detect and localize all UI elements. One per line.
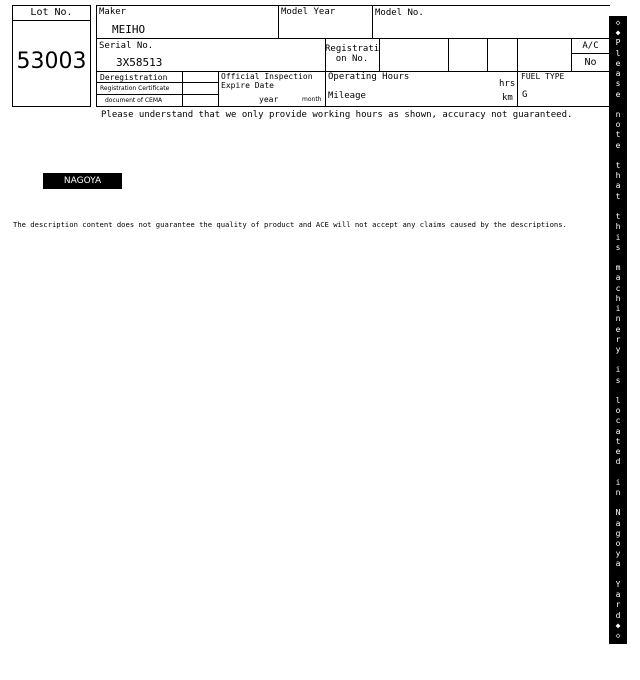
side-banner	[609, 16, 627, 644]
side-banner-glyph: a	[615, 69, 621, 79]
side-banner-glyph: s	[615, 242, 621, 252]
serial-label: Serial No.	[99, 41, 154, 51]
model-year-label: Model Year	[281, 7, 336, 17]
yard-badge	[43, 173, 122, 189]
lot-number: 53003	[16, 49, 87, 74]
side-banner-glyph: a	[615, 181, 621, 191]
accuracy-notice: Please understand that we only provide working hours as shown, accuracy not guaranteed.	[101, 110, 573, 120]
ac-value: No	[584, 57, 597, 68]
maker-value: MEIHO	[112, 23, 146, 36]
side-banner-glyph: y	[615, 344, 621, 354]
side-banner-glyph: n	[615, 487, 621, 497]
side-banner-glyph: s	[615, 375, 621, 385]
side-banner-glyph: i	[615, 365, 621, 375]
inspection-label-line1: Official Inspection	[221, 72, 313, 81]
diamond-icon: ◆	[615, 620, 621, 630]
maker-label: Maker	[99, 7, 127, 17]
model-no-label: Model No.	[375, 8, 424, 18]
side-banner-glyph: d	[615, 610, 621, 620]
side-banner-glyph: h	[615, 171, 621, 181]
side-banner-glyph: r	[615, 334, 621, 344]
diamond-icon: ◇	[615, 18, 621, 27]
ac-label: A/C	[582, 41, 599, 51]
side-banner-glyph: l	[615, 48, 621, 58]
diamond-icon: ◇	[615, 631, 621, 640]
lot-label: Lot No.	[30, 7, 73, 18]
cema-document-label: document of CEMA	[105, 97, 163, 104]
side-banner-glyph: a	[615, 273, 621, 283]
mileage-label: Mileage	[328, 91, 366, 101]
side-banner-glyph: e	[615, 140, 621, 150]
fuel-type-value: G	[522, 90, 528, 100]
side-banner-glyph: o	[615, 406, 621, 416]
yard-badge-label: NAGOYA	[63, 176, 102, 186]
registration-label-line2: on No.	[335, 54, 369, 64]
side-banner-glyph: c	[615, 283, 621, 293]
inspection-month-label: month	[302, 96, 322, 103]
side-banner-glyph: t	[615, 191, 621, 201]
side-banner-glyph: s	[615, 79, 621, 89]
side-banner-glyph: o	[615, 539, 621, 549]
side-banner-glyph: i	[615, 304, 621, 314]
inspection-year-label: year	[259, 95, 279, 104]
disclaimer-text: The description content does not guarantee the quality of product and ACE will not accept any claims caused by the descriptions.	[13, 220, 567, 229]
side-banner-glyph: t	[615, 130, 621, 140]
operating-hours-unit: hrs	[499, 79, 516, 89]
side-banner-glyph: m	[615, 263, 621, 273]
side-banner-glyph: d	[615, 457, 621, 467]
side-banner-glyph: t	[615, 436, 621, 446]
inspection-label-line2: Expire Date	[221, 81, 274, 90]
registration-label-line1: Registrati	[325, 44, 380, 54]
side-banner-glyph: t	[615, 212, 621, 222]
side-banner-glyph: y	[615, 549, 621, 559]
side-banner-glyph: h	[615, 222, 621, 232]
side-banner-glyph: o	[615, 120, 621, 130]
side-banner-glyph: c	[615, 416, 621, 426]
fuel-type-label: FUEL TYPE	[521, 72, 565, 81]
side-banner-glyph: h	[615, 293, 621, 303]
side-banner-glyph: a	[615, 559, 621, 569]
side-banner-glyph: P	[615, 38, 621, 48]
side-banner-glyph: e	[615, 89, 621, 99]
side-banner-glyph: e	[615, 58, 621, 68]
side-banner-glyph: a	[615, 518, 621, 528]
operating-hours-label: Operating Hours	[328, 72, 410, 82]
serial-value: 3X58513	[116, 56, 163, 69]
side-banner-glyph: e	[615, 447, 621, 457]
side-banner-glyph: l	[615, 396, 621, 406]
side-banner-glyph: g	[615, 528, 621, 538]
side-banner-glyph: Y	[615, 579, 621, 589]
side-banner-glyph: i	[615, 232, 621, 242]
registration-certificate-label: Registration Certificate	[100, 85, 170, 92]
side-banner-glyph: n	[615, 314, 621, 324]
side-banner-glyph: a	[615, 590, 621, 600]
side-banner-glyph: i	[615, 477, 621, 487]
deregistration-label: Deregistration	[100, 73, 168, 82]
side-banner-glyph: a	[615, 426, 621, 436]
side-banner-glyph: N	[615, 508, 621, 518]
mileage-unit: km	[502, 93, 513, 103]
diamond-icon: ◆	[615, 28, 621, 38]
side-banner-glyph: r	[615, 600, 621, 610]
side-banner-glyph: t	[615, 161, 621, 171]
side-banner-glyph: e	[615, 324, 621, 334]
side-banner-glyph: n	[615, 109, 621, 119]
